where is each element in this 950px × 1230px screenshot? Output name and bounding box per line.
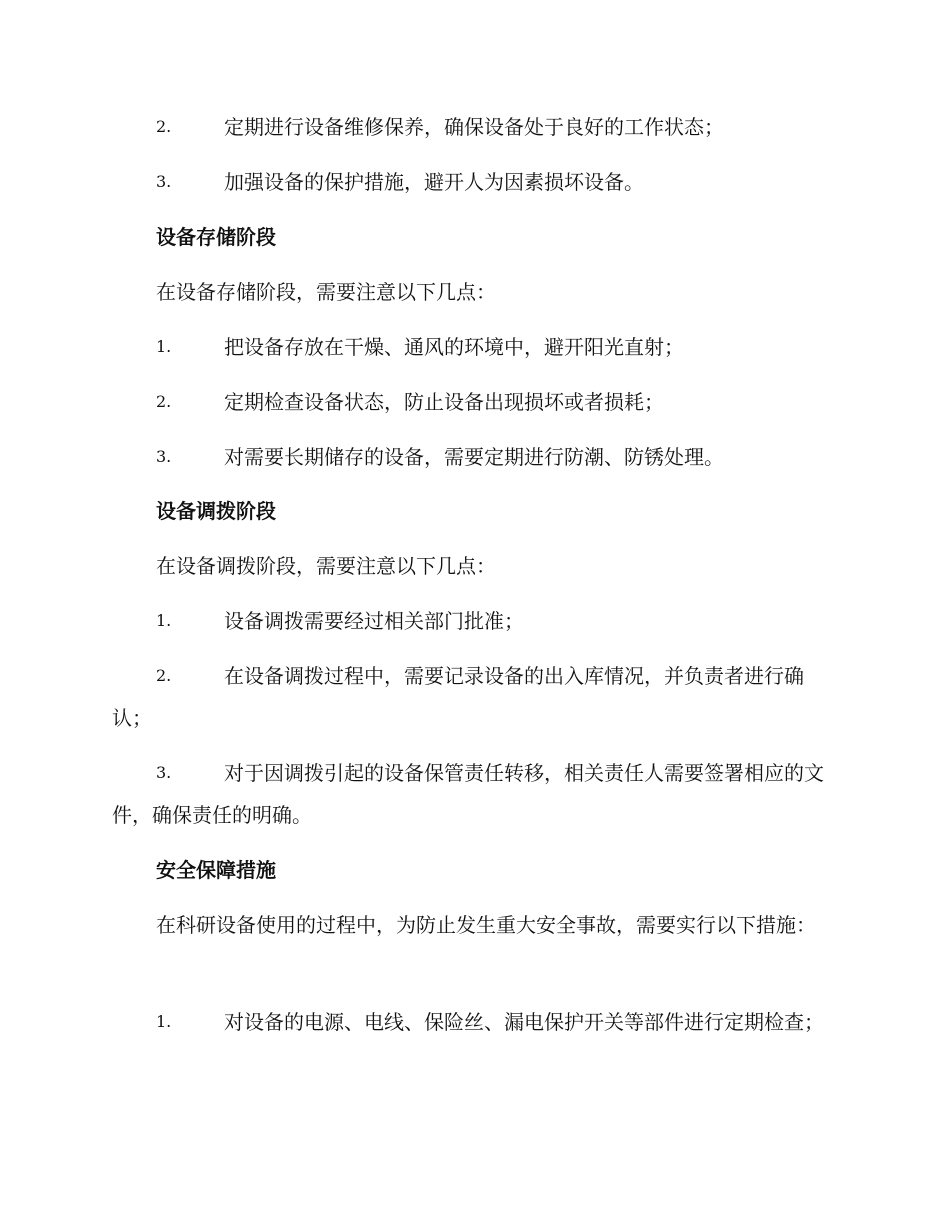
list-number: 2. xyxy=(156,392,172,411)
list-number: 2. xyxy=(156,117,172,136)
section-heading: 设备调拨阶段 xyxy=(156,499,276,523)
list-number: 3. xyxy=(156,172,172,191)
list-number: 1. xyxy=(156,611,172,630)
list-item xyxy=(112,436,834,478)
list-item xyxy=(112,600,834,642)
list-item-text: 对设备的电源、电线、保险丝、漏电保护开关等部件进行定期检查； xyxy=(224,1010,824,1034)
list-item-text: 对于因调拨引起的设备保管责任转移，相关责任人需要签署相应的文件，确保责任的明确。 xyxy=(112,761,824,827)
list-number: 3. xyxy=(156,763,172,782)
list-item-text: 在设备调拨过程中，需要记录设备的出入库情况，并负责者进行确认； xyxy=(112,664,804,730)
section-intro: 在设备存储阶段，需要注意以下几点： xyxy=(156,280,496,304)
list-number: 2. xyxy=(156,666,172,685)
list-item xyxy=(112,752,834,836)
list-item-text: 设备调拨需要经过相关部门批准； xyxy=(224,609,524,633)
list-item xyxy=(112,1001,834,1043)
section-heading: 安全保障措施 xyxy=(156,858,276,882)
list-item xyxy=(112,381,834,423)
section-intro: 在科研设备使用的过程中，为防止发生重大安全事故，需要实行以下措施： xyxy=(156,913,816,937)
list-number: 1. xyxy=(156,337,172,356)
list-item xyxy=(112,655,834,739)
section-heading: 设备存储阶段 xyxy=(156,225,276,249)
list-item-text: 定期检查设备状态，防止设备出现损坏或者损耗； xyxy=(224,390,664,414)
list-item-text: 加强设备的保护措施，避开人为因素损坏设备。 xyxy=(224,170,644,194)
list-number: 3. xyxy=(156,447,172,466)
list-item-text: 对需要长期储存的设备，需要定期进行防潮、防锈处理。 xyxy=(224,445,724,469)
list-item-text: 把设备存放在干燥、通风的环境中，避开阳光直射； xyxy=(224,335,684,359)
list-item xyxy=(112,161,834,203)
list-item xyxy=(112,326,834,368)
list-item xyxy=(112,106,834,148)
list-number: 1. xyxy=(156,1012,172,1031)
list-item-text: 定期进行设备维修保养，确保设备处于良好的工作状态； xyxy=(224,115,724,139)
section-intro: 在设备调拨阶段，需要注意以下几点： xyxy=(156,554,496,578)
